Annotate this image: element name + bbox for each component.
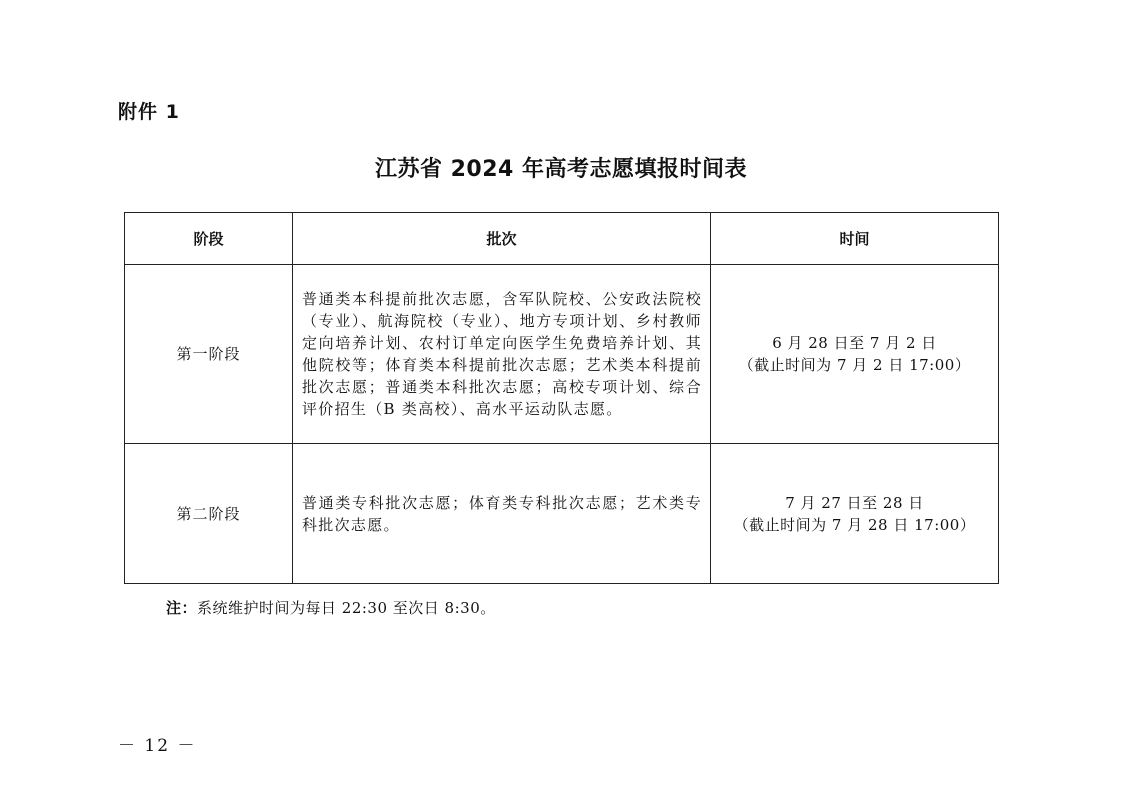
- footnote-label: 注：: [166, 599, 198, 617]
- footnote: [166, 597, 496, 618]
- header-batch: 批次: [293, 213, 711, 265]
- deadline-text: （截止时间为 7 月 2 日 17:00）: [738, 356, 971, 374]
- attachment-label: 附件 1: [118, 101, 180, 123]
- header-time: 时间: [711, 213, 999, 265]
- batch-cell: 普通类专科批次志愿；体育类专科批次志愿；艺术类专科批次志愿。: [293, 444, 711, 584]
- time-range: 6 月 28 日至 7 月 2 日: [772, 334, 937, 352]
- page-number: － 12 －: [118, 736, 197, 756]
- footnote-text: 系统维护时间为每日 22:30 至次日 8:30。: [197, 599, 496, 617]
- stage-cell: 第二阶段: [125, 444, 293, 584]
- time-range: 7 月 27 日至 28 日: [785, 493, 924, 512]
- deadline-text: （截止时间为 7 月 28 日 17:00）: [733, 515, 976, 534]
- header-stage: 阶段: [125, 213, 293, 265]
- table-row: [125, 444, 999, 584]
- table-row: [125, 265, 999, 444]
- time-cell: [711, 265, 999, 444]
- document-title: 江苏省 2024 年高考志愿填报时间表: [374, 157, 748, 182]
- schedule-table: [124, 212, 999, 584]
- batch-cell: 普通类本科提前批次志愿，含军队院校、公安政法院校（专业）、航海院校（专业）、地方专项计划、乡村教师定向培养计划、农村订单定向医学生免费培养计划、其他院校等；体育类本科提前批次志愿；艺术类本科提前批次志愿；普通类本科批次志愿；高校专项计划、综合评价招生（B 类高校）、高水平运动队志愿。: [293, 265, 711, 444]
- stage-cell: 第一阶段: [125, 265, 293, 444]
- time-cell: [711, 444, 999, 584]
- table-header-row: [125, 213, 999, 265]
